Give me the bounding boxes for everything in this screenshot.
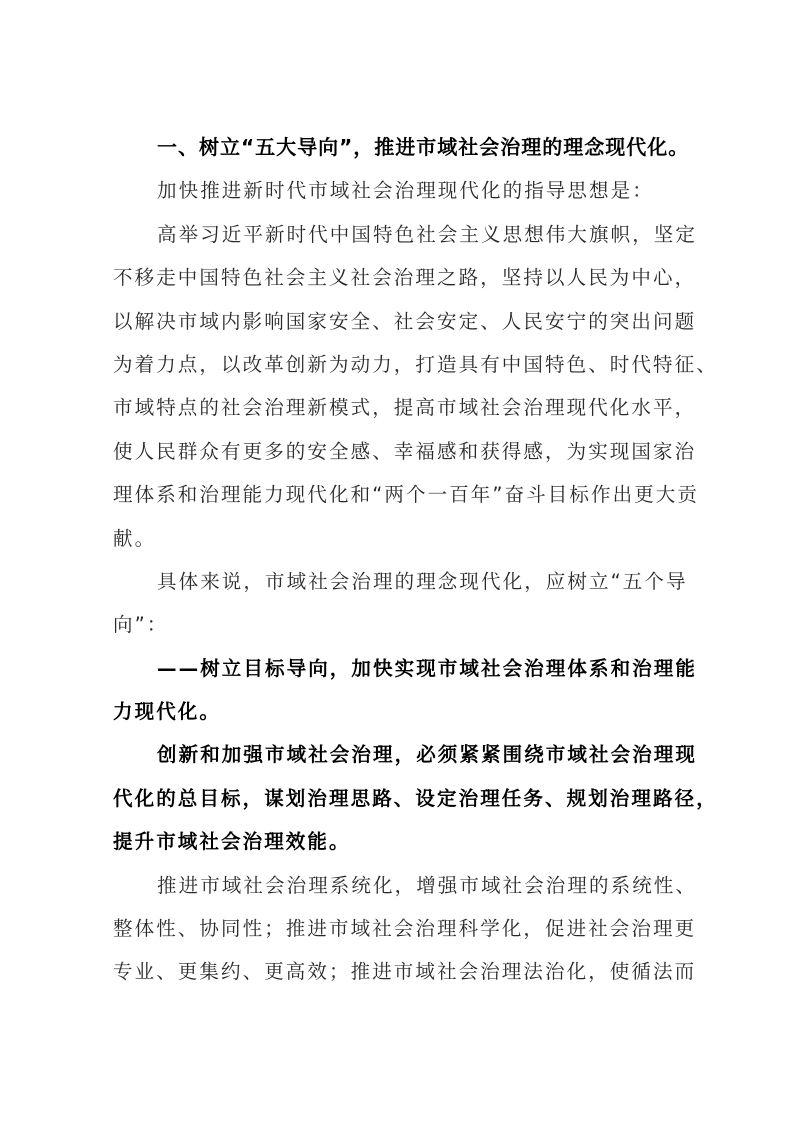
paragraph-line: 市域特点的社会治理新模式，提高市域社会治理现代化水平， bbox=[113, 396, 697, 420]
paragraph-line: ——树立目标导向，加快实现市域社会治理体系和治理能 bbox=[157, 656, 698, 680]
paragraph-line: 向”： bbox=[113, 613, 169, 637]
paragraph-line: 推进市域社会治理系统化，增强市域社会治理的系统性、 bbox=[157, 873, 698, 897]
paragraph-line: 专业、更集约、更高效；推进市域社会治理法治化，使循法而 bbox=[113, 960, 697, 984]
paragraph-line: 具体来说，市域社会治理的理念现代化，应树立“五个导 bbox=[157, 569, 688, 593]
subheading-goal-orientation bbox=[113, 647, 698, 734]
paragraph-line: 使人民群众有更多的安全感、幸福感和获得感，为实现国家治 bbox=[113, 439, 697, 463]
document-page bbox=[113, 126, 718, 994]
paragraph-line: 加快推进新时代市域社会治理现代化的指导思想是： bbox=[157, 179, 654, 203]
paragraph-line: 理体系和治理能力现代化和“两个一百年”奋斗目标作出更大贡 bbox=[113, 483, 700, 507]
paragraph-line: 创新和加强市域社会治理，必须紧紧围绕市域社会治理现 bbox=[157, 743, 698, 767]
paragraph-line: 献。 bbox=[113, 526, 157, 550]
paragraph-systematization bbox=[113, 864, 698, 994]
paragraph-line: 为着力点，以改革创新为动力，打造具有中国特色、时代特征、 bbox=[113, 352, 718, 376]
paragraph-guiding-thought-intro bbox=[113, 169, 683, 212]
paragraph-line: 提升市域社会治理效能。 bbox=[113, 830, 351, 854]
paragraph-line: 不移走中国特色社会主义社会治理之路，坚持以人民为中心， bbox=[113, 266, 697, 290]
paragraph-line: 高举习近平新时代中国特色社会主义思想伟大旗帜，坚定 bbox=[157, 222, 698, 246]
paragraph-bold-overall-goal bbox=[113, 733, 718, 863]
paragraph-line: 力现代化。 bbox=[113, 700, 222, 724]
paragraph-line: 整体性、协同性；推进市域社会治理科学化，促进社会治理更 bbox=[113, 917, 697, 941]
paragraph-line: 代化的总目标，谋划治理思路、设定治理任务、规划治理路径， bbox=[113, 786, 718, 810]
paragraph-line: 以解决市域内影响国家安全、社会安定、人民安宁的突出问题 bbox=[113, 309, 697, 333]
section-heading: 一、树立“五大导向”，推进市域社会治理的理念现代化。 bbox=[157, 135, 690, 159]
paragraph-five-orientations-intro bbox=[113, 560, 688, 647]
paragraph-guiding-thought bbox=[113, 213, 718, 560]
